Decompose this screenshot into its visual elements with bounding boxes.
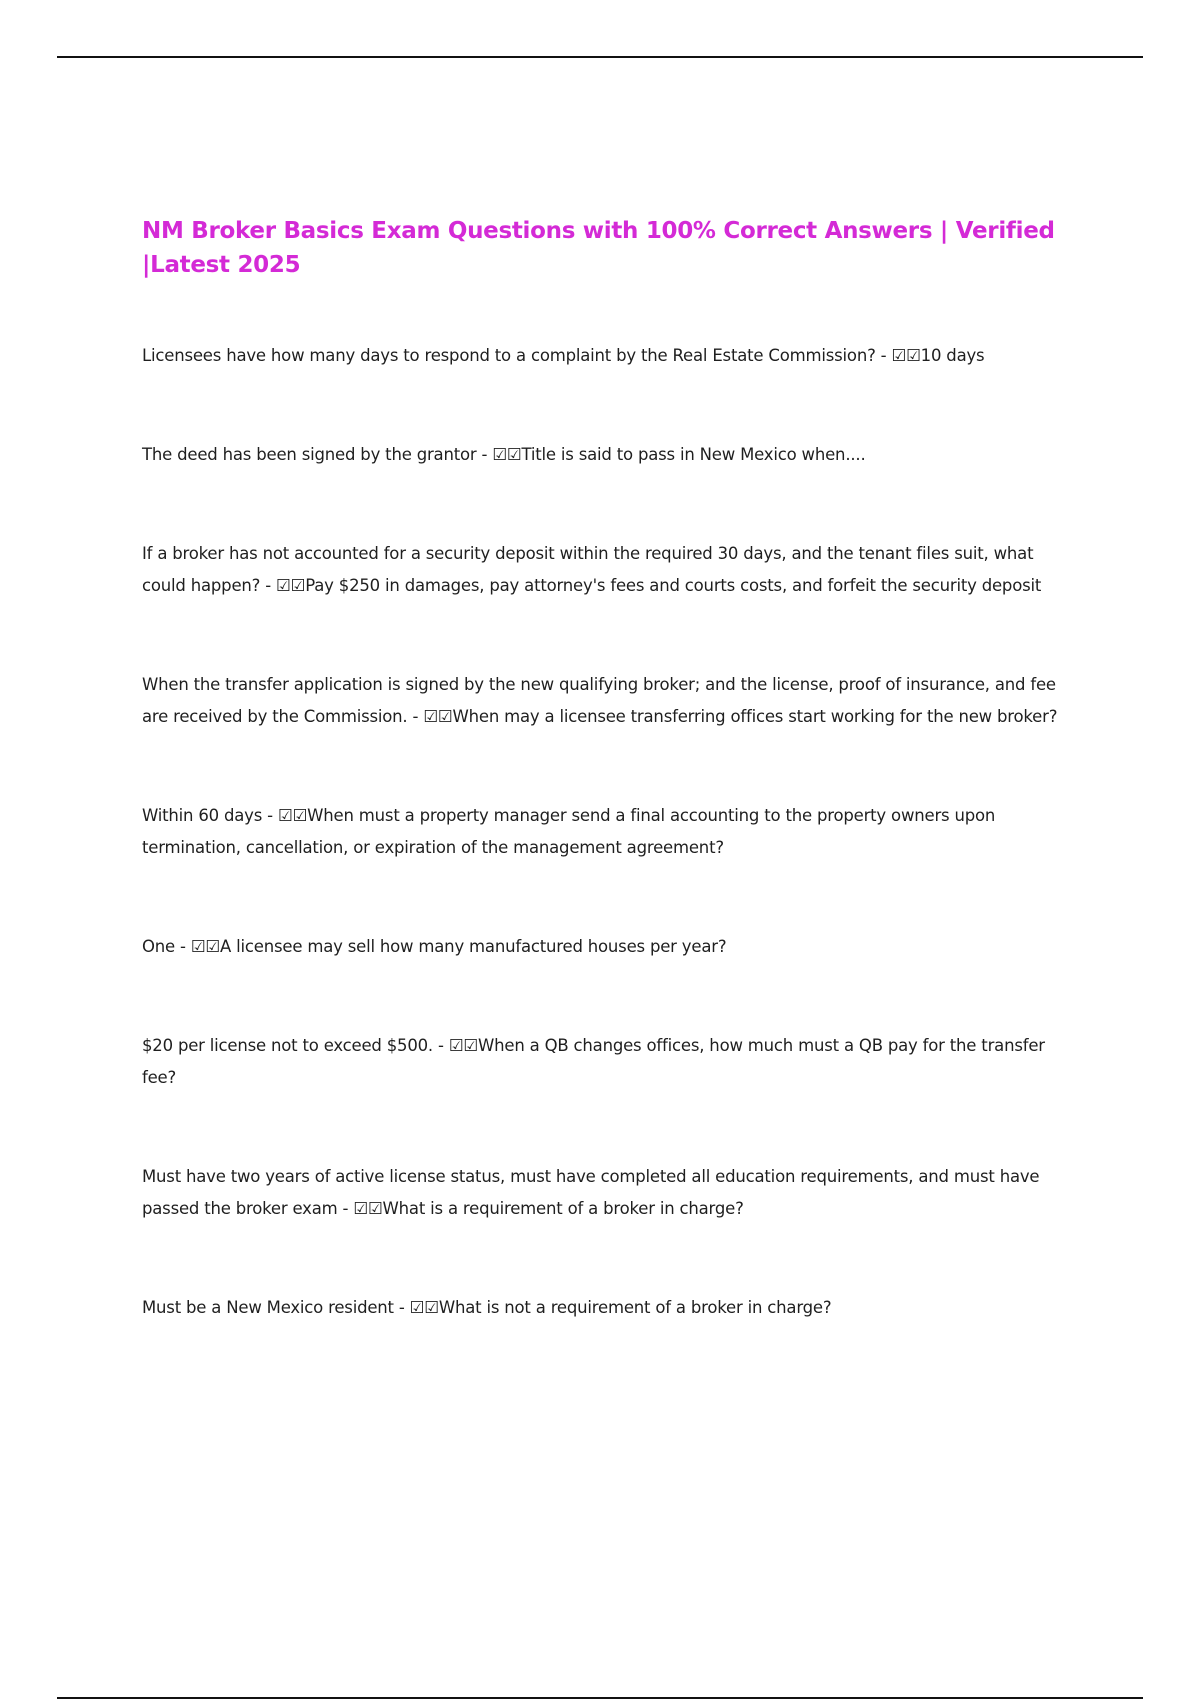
document-body [142, 214, 1070, 1324]
qa-item: Must be a New Mexico resident - ☑☑What is not a requirement of a broker in charge? [142, 1298, 832, 1317]
qa-item: If a broker has not accounted for a security deposit within the required 30 days, and the tenant files suit, what could happen? - ☑☑Pay $250 in damages, pay attorney's fees and courts costs, and forfeit the security deposit [142, 544, 1042, 595]
qa-item: When the transfer application is signed by the new qualifying broker; and the license, proof of insurance, and fee are received by the Commission. - ☑☑When may a licensee transferring offices start working for the new broker? [142, 675, 1058, 726]
qa-item: Must have two years of active license status, must have completed all education requirements, and must have passed the broker exam - ☑☑What is a requirement of a broker in charge? [142, 1167, 1040, 1218]
qa-item: Licensees have how many days to respond to a complaint by the Real Estate Commission? - ☑☑10 days [142, 346, 985, 365]
qa-item: One - ☑☑A licensee may sell how many manufactured houses per year? [142, 937, 727, 956]
qa-item: Within 60 days - ☑☑When must a property manager send a final accounting to the property owners upon termination, cancellation, or expiration of the management agreement? [142, 806, 996, 857]
document-title: NM Broker Basics Exam Questions with 100% Correct Answers | Verified |Latest 2025 [142, 218, 1055, 278]
bottom-rule [57, 1697, 1143, 1699]
top-rule [57, 56, 1143, 58]
qa-item: The deed has been signed by the grantor - ☑☑Title is said to pass in New Mexico when.... [142, 445, 866, 464]
qa-item: $20 per license not to exceed $500. - ☑☑When a QB changes offices, how much must a QB pay for the transfer fee? [142, 1036, 1045, 1087]
